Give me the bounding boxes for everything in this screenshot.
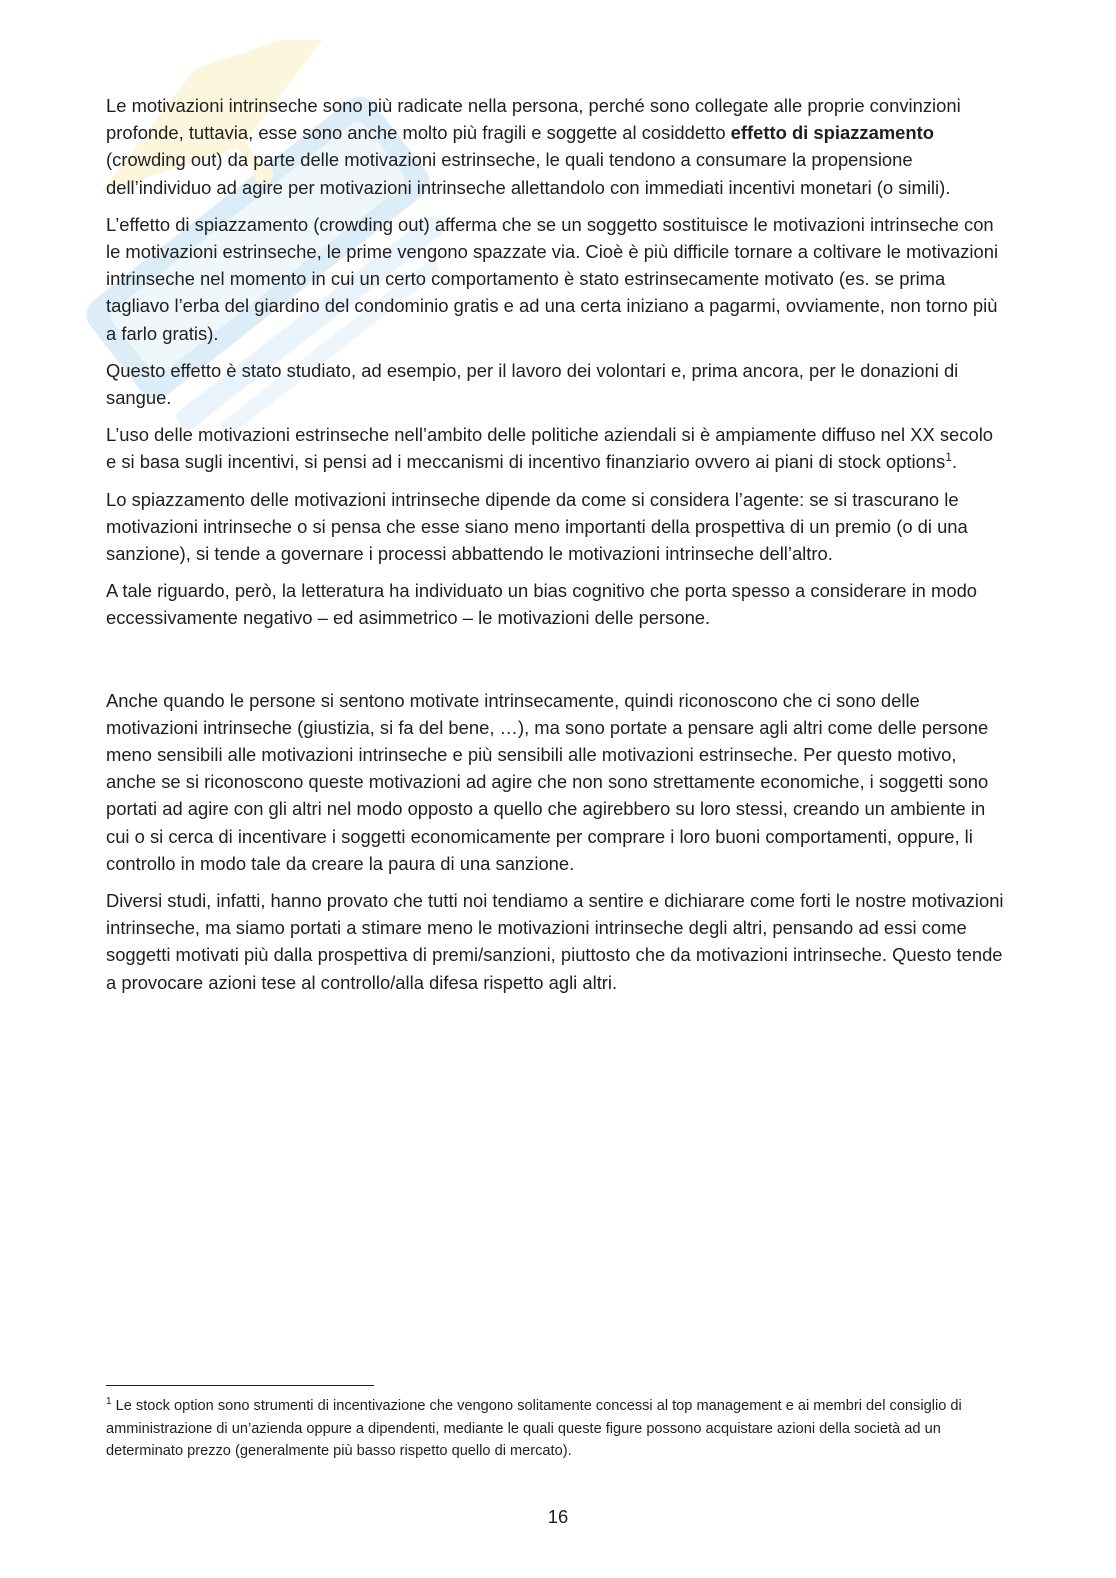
footnote-marker: 1 bbox=[106, 1396, 112, 1408]
footnote-separator bbox=[106, 1385, 374, 1386]
paragraph-2: L’effetto di spiazzamento (crowding out) afferma che se un soggetto sostituisce le motivazioni intrinseche con le motivazioni estrinseche, le prime vengono spazzate via. Cioè è più difficile tornare a coltivare le motivazioni intrinseche nel momento in cui un certo comportamento è stato estrinsecamente motivato (es. se prima tagliavo l’erba del giardino del condominio gratis e ad una certa iniziano a pagarmi, ovviamente, non torno più a farlo gratis). bbox=[106, 213, 999, 344]
footnote bbox=[106, 1395, 1006, 1463]
paragraph-7: Anche quando le persone si sentono motivate intrinsecamente, quindi riconoscono che ci sono delle motivazioni intrinseche (giustizia, si fa del bene, …), ma sono portate a pensare agli altri come delle persone meno sensibili alle motivazioni intrinseche e più sensibili alle motivazioni estrinseche. Per questo motivo, anche se si riconoscono queste motivazioni ad agire che non sono strettamente economiche, i soggetti sono portati ad agire con gli altri nel modo opposto a quello che agirebbero su loro stessi, creando un ambiente in cui o si cerca di incentivare i soggetti economicamente per comprare i loro buoni comportamenti, oppure, li controllo in modo tale da creare la paura di una sanzione. bbox=[106, 689, 989, 874]
bold-term: effetto di spiazzamento bbox=[730, 122, 934, 144]
page-number: 16 bbox=[547, 1506, 569, 1527]
footnote-reference[interactable]: 1 bbox=[945, 450, 952, 465]
paragraph-5: Lo spiazzamento delle motivazioni intrinseche dipende da come si considera l’agente: se si trascurano le motivazioni intrinseche o si pensa che esse siano meno importanti della prospettiva di un premio (o di una sanzione), si tende a governare i processi abbattendo le motivazioni intrinseche dell’altro. bbox=[106, 488, 968, 565]
paragraph-1: Le motivazioni intrinseche sono più radicate nella persona, perché sono collegate alle proprie convinzioni profonde, tuttavia, esse sono anche molto più fragili e soggette al cosiddetto effetto di spiazzamento (crowding out) da parte delle motivazioni estrinseche, le quali tendono a consumare la propensione dell’individuo ad agire per motivazioni intrinseche allettandolo con immediati incentivi monetari (o simili). bbox=[106, 95, 961, 198]
paragraph-6: A tale riguardo, però, la letteratura ha individuato un bias cognitivo che porta spesso a considerare in modo eccessivamente negativo – ed asimmetrico – le motivazioni delle persone. bbox=[106, 580, 978, 629]
footnote-text: Le stock option sono strumenti di incentivazione che vengono solitamente concessi al top management e ai membri del consiglio di amministrazione di un’azienda oppure a dipendenti, mediante le quali queste figure possono acquistare azioni della società ad un determinato prezzo (generalmente più basso rispetto quello di mercato). bbox=[106, 1398, 962, 1459]
paragraph-4: L’uso delle motivazioni estrinseche nell’ambito delle politiche aziendali si è ampiamente diffuso nel XX secolo e si basa sugli incentivi, si pensi ad i meccanismi di incentivo finanziario ovvero ai piani di stock options$^1$. bbox=[106, 424, 994, 473]
paragraph-8: Diversi studi, infatti, hanno provato che tutti noi tendiamo a sentire e dichiarare come forti le nostre motivazioni intrinseche, ma siamo portati a stimare meno le motivazioni intrinseche degli altri, pensando ad essi come soggetti motivati più dalla prospettiva di premi/sanzioni, piuttosto che da motivazioni intrinseche. Questo tende a provocare azioni tese al controllo/alla difesa rispetto agli altri. bbox=[106, 890, 1004, 993]
paragraph-3: Questo effetto è stato studiato, ad esempio, per il lavoro dei volontari e, prima ancora, per le donazioni di sangue. bbox=[106, 359, 959, 409]
body-text bbox=[106, 92, 1006, 1006]
